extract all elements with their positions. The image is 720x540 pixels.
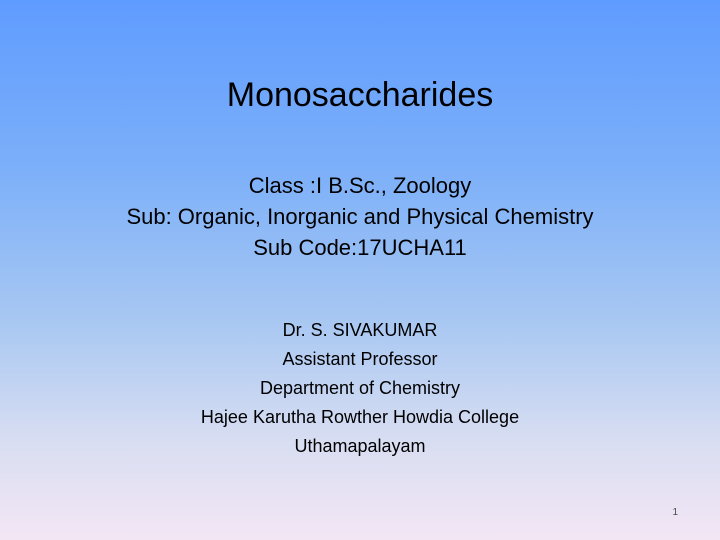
author-info (20, 316, 700, 461)
author-name: Dr. S. SIVAKUMAR (282, 320, 438, 340)
subject-code-line: Sub Code:17UCHA11 (253, 235, 467, 260)
author-location: Uthamapalayam (294, 436, 426, 456)
slide-title: Monosaccharides (226, 76, 494, 114)
subject-line: Sub: Organic, Inorganic and Physical Chemistry (126, 204, 594, 229)
author-position: Assistant Professor (282, 349, 438, 369)
author-department: Department of Chemistry (259, 378, 461, 398)
class-line: Class :I B.Sc., Zoology (248, 173, 472, 198)
course-info (20, 170, 700, 263)
author-college: Hajee Karutha Rowther Howdia College (200, 407, 520, 427)
slide-number: 1 (672, 507, 678, 518)
